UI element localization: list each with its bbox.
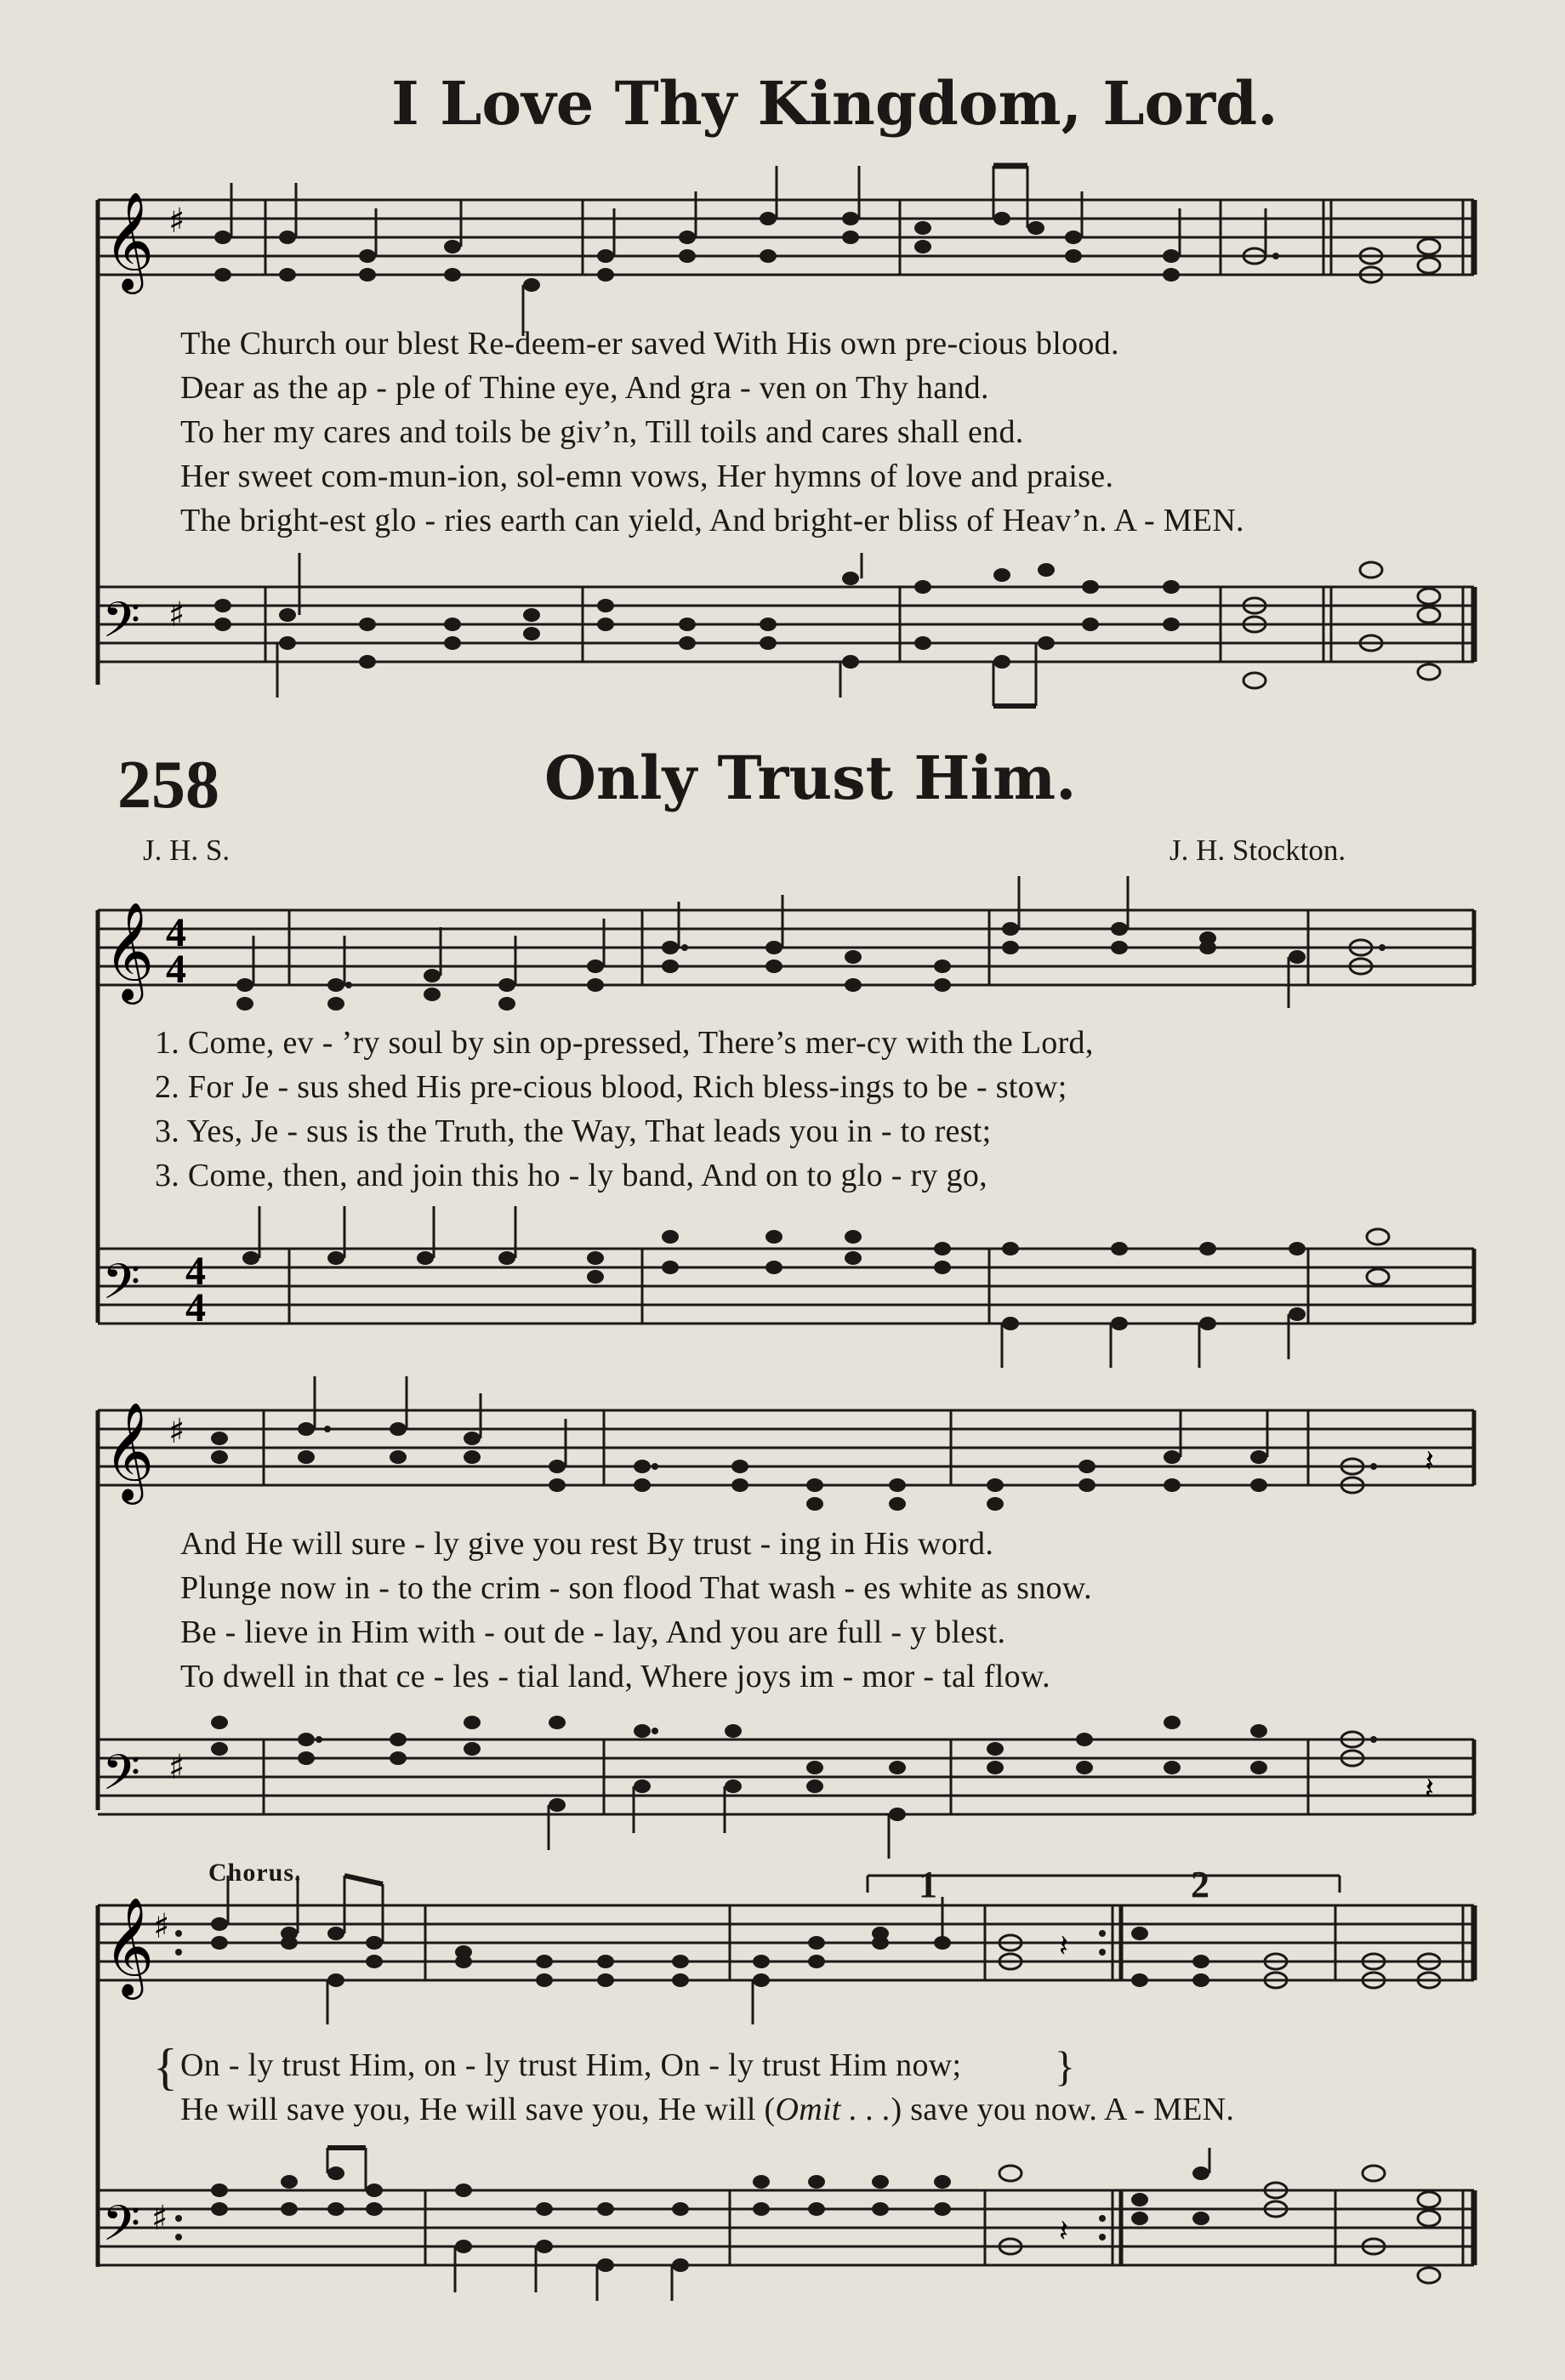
bass-staff [0,2182,1565,2301]
svg-text:𝄞: 𝄞 [104,191,155,290]
chorus-brace: { [153,2039,178,2095]
chorus-line: On - ly trust Him, on - ly trust Him, On - ly trust Him now; [180,2047,962,2083]
verse-line: 3. Come, then, and join this ho - ly band, And on to glo - ry go, [155,1158,987,1193]
hymn-title-prev: I Love Thy Kingdom, Lord. [391,68,1278,139]
svg-text:𝄞: 𝄞 [104,1401,155,1500]
treble-staff [0,1402,1565,1512]
treble-staff [0,1897,1565,2007]
svg-text:4: 4 [166,910,186,955]
bass-staff [0,578,1565,697]
svg-text:♯: ♯ [168,1412,185,1451]
verse-line: 3. Yes, Je - sus is the Truth, the Way, That leads you in - to rest; [155,1113,992,1149]
verse-line: The Church our blest Re-deem-er saved With His own pre-cious blood. [180,326,1119,362]
chorus-line2-b: ) save you now. A - MEN. [891,2092,1235,2127]
bass-staff [0,1240,1565,1359]
svg-text:♯: ♯ [168,1748,185,1787]
svg-text:4: 4 [166,947,186,992]
svg-text:𝄢: 𝄢 [102,1744,141,1813]
svg-text:𝄞: 𝄞 [104,1896,155,1996]
svg-text:♯: ♯ [168,595,185,635]
svg-text:♯: ♯ [168,202,185,241]
svg-text:𝄽: 𝄽 [1059,2214,1069,2249]
svg-text:𝄢: 𝄢 [102,2195,141,2264]
svg-text:𝄽: 𝄽 [1425,1772,1435,1807]
author-credit: J. H. S. [143,834,230,867]
hymn-number: 258 [117,748,219,823]
hymn-title: Only Trust Him. [544,743,1077,813]
svg-text:𝄢: 𝄢 [102,1253,141,1323]
verse-line: To her my cares and toils be giv’n, Till toils and cares shall end. [180,414,1024,450]
composer-credit: J. H. Stockton. [1169,834,1346,867]
verse-line: Be - lieve in Him with - out de - lay, And you are full - y blest. [180,1614,1006,1650]
verse-line: And He will sure - ly give you rest By trust - ing in His word. [180,1526,994,1562]
svg-text:♯: ♯ [153,1907,170,1946]
svg-text:♯: ♯ [151,2199,168,2238]
svg-text:𝄽: 𝄽 [1059,1929,1069,1964]
svg-text:4: 4 [185,1285,206,1330]
ending-2-label: 2 [1191,1864,1209,1905]
bass-staff [0,1731,1565,1850]
chorus-line2-a: He will save you, He will save you, He will ( [180,2092,776,2127]
verse-line: To dwell in that ce - les - tial land, Where joys im - mor - tal flow. [180,1659,1050,1694]
treble-staff [0,902,1565,1012]
verse-line: Dear as the ap - ple of Thine eye, And gra - ven on Thy hand. [180,370,989,406]
verse-line: Her sweet com-mun-ion, sol-emn vows, Her hymns of love and praise. [180,458,1114,494]
verse-line: 1. Come, ev - ’ry soul by sin op-pressed, There’s mer-cy with the Lord, [155,1025,1094,1061]
svg-text:𝄢: 𝄢 [102,591,141,661]
chorus-label: Chorus. [208,1859,302,1887]
svg-text:𝄞: 𝄞 [104,901,155,1000]
svg-text:4: 4 [185,1249,206,1294]
ending-1-label: 1 [919,1864,937,1905]
verse-line: Plunge now in - to the crim - son flood That wash - es white as snow. [180,1570,1092,1606]
svg-text:𝄽: 𝄽 [1425,1444,1435,1479]
omit-instruction: Omit . . . [775,2092,891,2127]
chorus-line [180,2091,1234,2128]
verse-line: 2. For Je - sus shed His pre-cious blood, Rich bless-ings to be - stow; [155,1069,1067,1105]
verse-line: The bright-est glo - ries earth can yield, And bright-er bliss of Heav’n. A - MEN. [180,503,1244,538]
chorus-brace-close: } [1055,2042,1076,2090]
treble-staff [0,191,1565,302]
